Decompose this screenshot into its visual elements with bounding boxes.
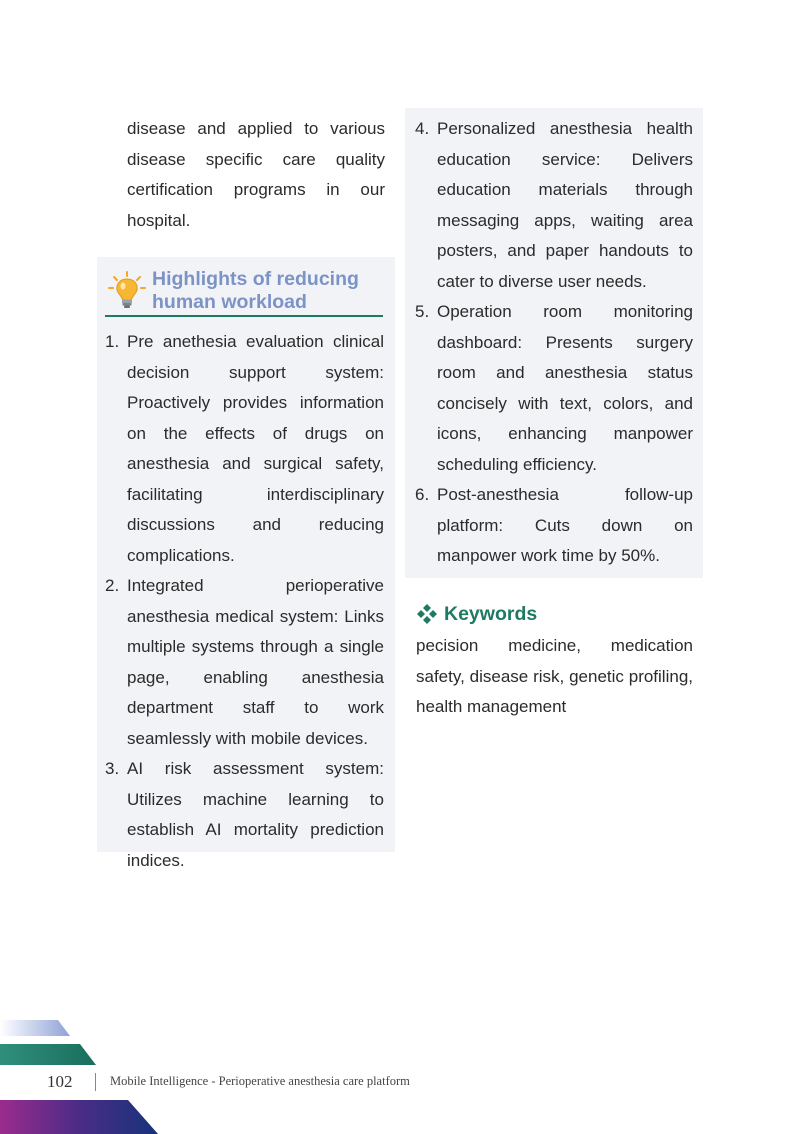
- intro-paragraph: disease and applied to various disease specific care quality certification programs in our hospital.: [127, 119, 385, 230]
- list-item: [105, 571, 384, 754]
- item-number: 5.: [415, 302, 430, 321]
- item-number: 3.: [105, 759, 120, 778]
- item-number: 1.: [105, 332, 120, 351]
- list-item: [415, 114, 693, 297]
- highlights-list: [105, 327, 384, 876]
- highlights-header: [105, 267, 383, 317]
- continued-list: [415, 114, 693, 572]
- lightbulb-icon: [107, 271, 147, 311]
- highlights-box: [97, 257, 395, 870]
- keywords-header: [416, 598, 693, 630]
- footer-title: Mobile Intelligence - Perioperative anesthesia care platform: [110, 1074, 410, 1088]
- list-item: [105, 754, 384, 876]
- item-text: AI risk assessment system: Utilizes machine learning to establish AI mortality prediction indices.: [127, 759, 384, 870]
- item-text: Post-anesthesia follow-up platform: Cuts down on manpower work time by 50%.: [437, 485, 693, 565]
- item-number: 6.: [415, 485, 430, 504]
- keywords-text: pecision medicine, medication safety, disease risk, genetic profiling, health management: [416, 636, 693, 716]
- diamond-cluster-icon: [416, 603, 438, 625]
- page-number: 102: [47, 1072, 73, 1091]
- item-text: Operation room monitoring dashboard: Presents surgery room and anesthesia status concisely with text, colors, and icons, enhancing manpower scheduling efficiency.: [437, 302, 693, 474]
- keywords-title: Keywords: [444, 602, 538, 625]
- keywords-section: [416, 598, 693, 723]
- footer-decoration: [0, 1010, 170, 1134]
- item-text: Integrated perioperative anesthesia medical system: Links multiple systems through a single page, enabling anesthesia department staff to work seamlessly with mobile devices.: [127, 576, 384, 748]
- item-number: 2.: [105, 576, 120, 595]
- list-item: [415, 297, 693, 480]
- list-item: [415, 480, 693, 572]
- highlights-title: Highlights of reducing human workload: [152, 268, 359, 313]
- list-item: [105, 327, 384, 571]
- item-number: 4.: [415, 119, 430, 138]
- item-text: Personalized anesthesia health education service: Delivers education materials through messaging apps, waiting area posters, and paper handouts to cater to diverse user needs.: [437, 119, 693, 291]
- footer-divider: [95, 1073, 96, 1091]
- continued-list-box: [405, 108, 703, 578]
- item-text: Pre anethesia evaluation clinical decision support system: Proactively provides information on the effects of drugs on anesthesia and surgical safety, facilitating interdisciplinary discussions and reducing complications.: [127, 332, 384, 565]
